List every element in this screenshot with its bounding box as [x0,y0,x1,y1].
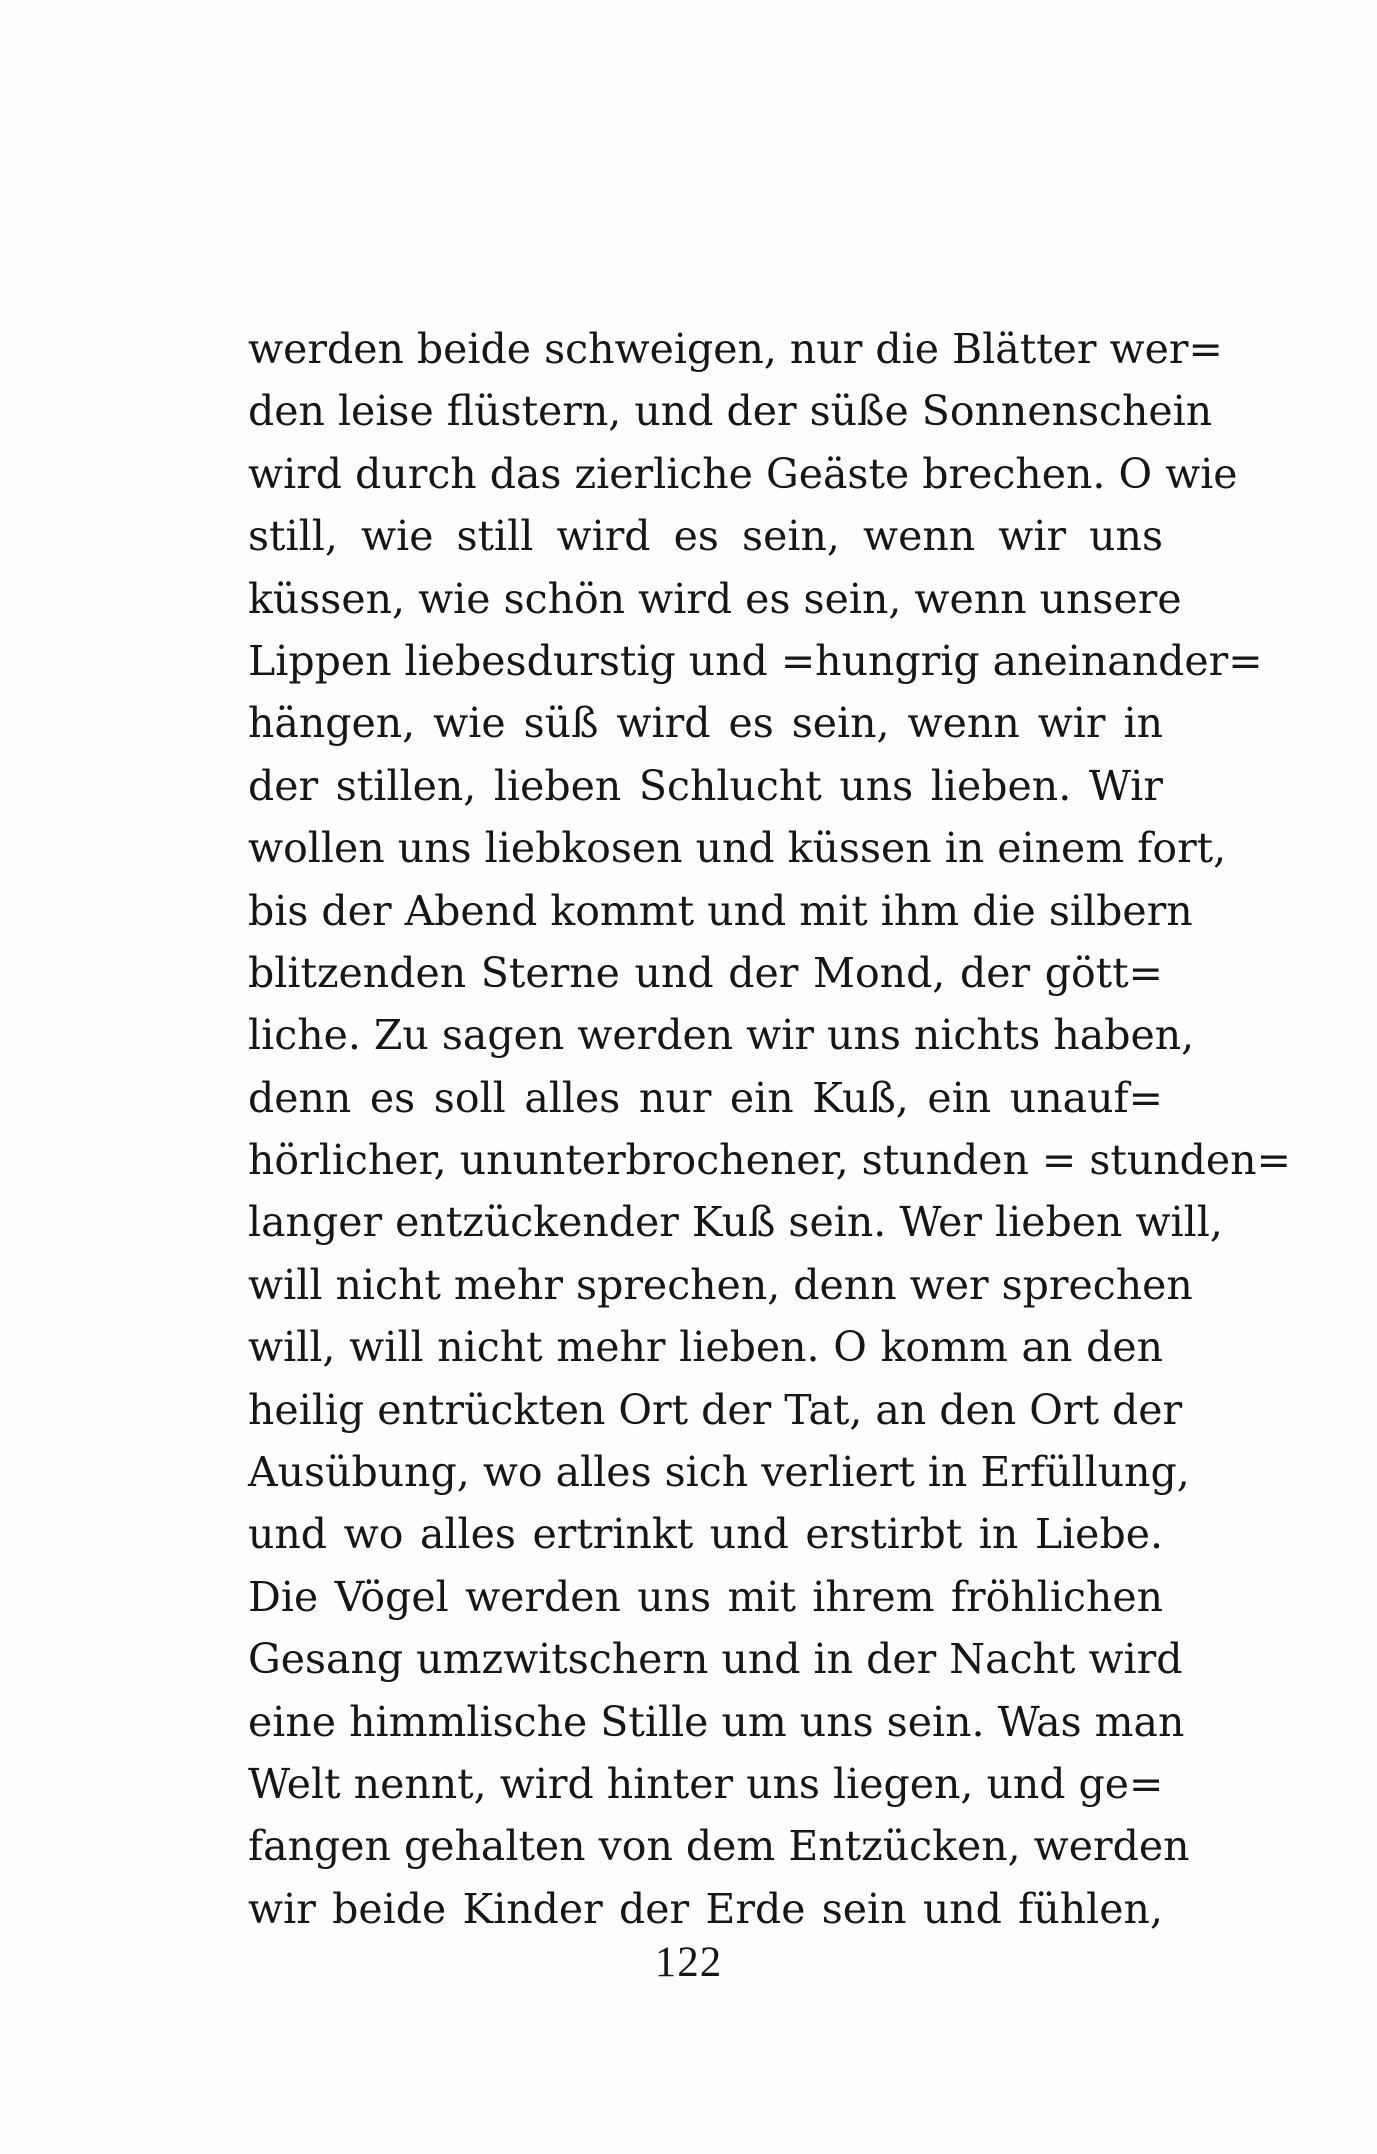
body-text [248,318,1291,1940]
page-number: 122 [654,1939,723,1986]
text-line: blitzenden Sterne und der Mond, der gött= [248,948,1163,997]
text-line: Ausübung, wo alles sich verliert in Erfüllung, [248,1448,1190,1497]
text-line: still, wie still wird es sein, wenn wir uns [248,512,1163,561]
text-line: liche. Zu sagen werden wir uns nichts haben, [248,1011,1195,1060]
text-line: hörlicher, ununterbrochener, stunden = stunden= [248,1136,1291,1185]
text-line: der stillen, lieben Schlucht uns lieben. Wir [248,761,1163,810]
text-line: den leise flüstern, und der süße Sonnenschein [248,387,1213,436]
text-line: und wo alles ertrinkt und erstirbt in Liebe. [248,1510,1163,1559]
text-line: will nicht mehr sprechen, denn wer sprechen [248,1260,1193,1309]
text-line: werden beide schweigen, nur die Blätter wer= [248,325,1223,373]
text-line: wir beide Kinder der Erde sein und fühlen, [248,1884,1163,1933]
text-line: Die Vögel werden uns mit ihrem fröhlichen [248,1572,1163,1621]
text-line: heilig entrückten Ort der Tat, an den Ort der [248,1385,1183,1434]
text-line: wird durch das zierliche Geäste brechen. O wie [248,449,1238,498]
text-line: wollen uns liebkosen und küssen in einem fort, [248,824,1227,873]
text-line: eine himmlische Stille um uns sein. Was man [248,1697,1185,1746]
text-line: bis der Abend kommt und mit ihm die silbern [248,886,1193,935]
text-line: langer entzückender Kuß sein. Wer lieben will, [248,1198,1223,1247]
text-line: Gesang umzwitschern und in der Nacht wird [248,1635,1183,1684]
text-line: hängen, wie süß wird es sein, wenn wir in [248,699,1163,748]
text-line: küssen, wie schön wird es sein, wenn unsere [248,574,1182,623]
text-line: Lippen liebesdurstig und =hungrig aneinander= [248,636,1263,685]
text-line: fangen gehalten von dem Entzücken, werden [248,1822,1190,1871]
text-line: Welt nennt, wird hinter uns liegen, und ge= [248,1759,1164,1808]
text-line: will, will nicht mehr lieben. O komm an den [248,1323,1163,1372]
text-line: denn es soll alles nur ein Kuß, ein unauf= [248,1073,1163,1122]
